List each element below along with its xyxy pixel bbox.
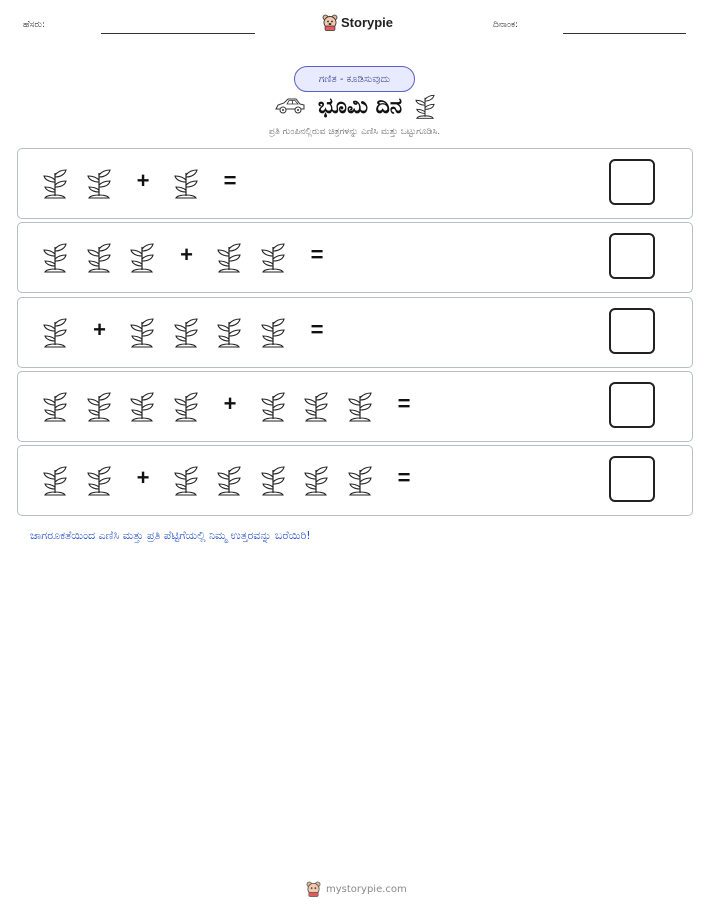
plant-icon [42, 315, 68, 349]
answer-box[interactable] [609, 382, 655, 428]
plant-icon [216, 315, 242, 349]
equals-sign: = [223, 168, 237, 193]
plant-icon [86, 240, 112, 274]
footer-note: ಜಾಗರೂಕತೆಯಿಂದ ಎಣಿಸಿ ಮತ್ತು ಪ್ರತಿ ಪೆಟ್ಟಿಗೆಯಲ್ಲಿ ನಿಮ್ಮ ಉತ್ತರವನ್ನು ಬರೆಯಿರಿ! [30, 529, 311, 542]
car-icon [274, 97, 306, 115]
brand-logo [322, 13, 393, 31]
instruction-text: ಪ್ರತಿ ಗುಂಪಿನಲ್ಲಿರುವ ಚಿತ್ರಗಳನ್ನು ಎಣಿಸಿ ಮತ್ತು ಒಟ್ಟುಗೂಡಿಸಿ. [268, 127, 441, 137]
category-pill [294, 66, 415, 92]
plant-icon [303, 463, 329, 497]
plant-icon [42, 240, 68, 274]
plant-icon [42, 166, 68, 200]
plant-icon [42, 463, 68, 497]
plant-icon [414, 92, 436, 120]
plus-sign: + [93, 317, 106, 342]
problem-row [17, 297, 693, 368]
answer-box[interactable] [609, 159, 655, 205]
equals-sign: = [310, 317, 324, 342]
plus-sign: + [223, 391, 237, 416]
plant-icon [347, 463, 373, 497]
plant-icon [173, 463, 199, 497]
problem-row [17, 148, 693, 219]
plant-icon [86, 166, 112, 200]
plant-icon [216, 463, 242, 497]
plant-icon [260, 315, 286, 349]
page-title: ಭೂಮಿ ದಿನ [317, 93, 403, 119]
site-url: mystorypie.com [326, 883, 407, 895]
answer-box[interactable] [609, 456, 655, 502]
answer-box[interactable] [609, 308, 655, 354]
title-row [250, 92, 460, 120]
bear-logo-icon [322, 14, 338, 31]
plant-icon [303, 389, 329, 423]
answer-box[interactable] [609, 233, 655, 279]
plant-icon [173, 389, 199, 423]
equals-sign: = [397, 465, 411, 490]
plant-icon [129, 240, 155, 274]
plant-icon [347, 389, 373, 423]
date-write-line[interactable] [563, 33, 686, 34]
bear-logo-icon [306, 881, 321, 897]
worksheet-header [0, 0, 709, 40]
equals-sign: = [310, 242, 324, 267]
plant-icon [42, 389, 68, 423]
problem-row [17, 222, 693, 293]
brand-name: Storypie [341, 14, 394, 30]
category-label: ಗಣಿತ - ಕೂಡಿಸುವುದು [318, 73, 391, 85]
plant-icon [129, 389, 155, 423]
plus-sign: + [180, 242, 193, 267]
site-footer [306, 880, 407, 898]
date-label: ದಿನಾಂಕ: [493, 20, 519, 30]
name-write-line[interactable] [101, 33, 255, 34]
plus-sign: + [136, 465, 150, 490]
plant-icon [260, 240, 286, 274]
problem-row [17, 371, 693, 442]
problem-row [17, 445, 693, 516]
equals-sign: = [397, 391, 411, 416]
plant-icon [86, 389, 112, 423]
plant-icon [216, 240, 242, 274]
plant-icon [86, 463, 112, 497]
plant-icon [129, 315, 155, 349]
plant-icon [260, 463, 286, 497]
plant-icon [173, 166, 199, 200]
plus-sign: + [136, 168, 150, 193]
name-label: ಹೆಸರು: [23, 20, 46, 30]
plant-icon [260, 389, 286, 423]
plant-icon [173, 315, 199, 349]
